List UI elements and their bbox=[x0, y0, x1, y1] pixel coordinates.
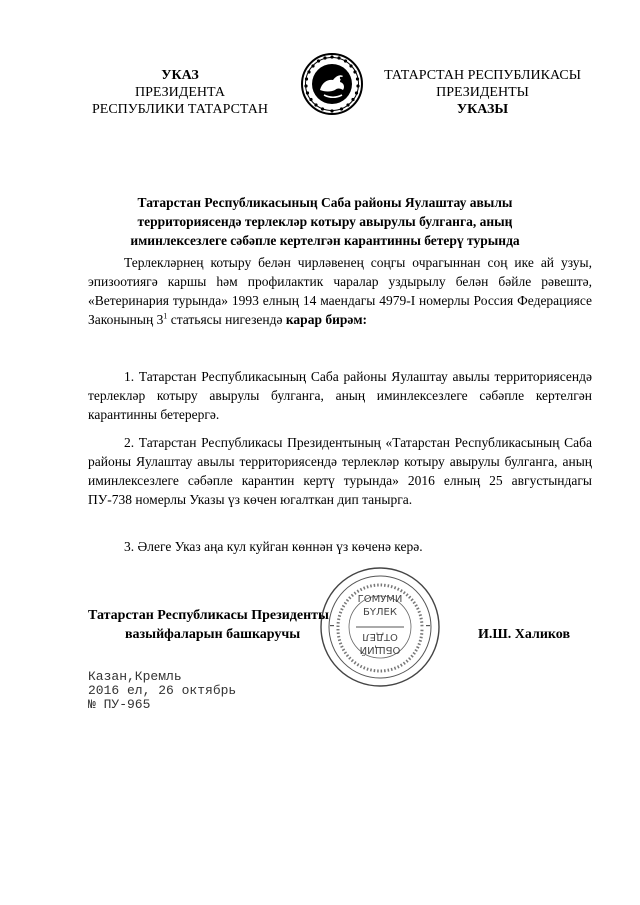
signature-position-line1: Татарстан Республикасы Президенты bbox=[88, 608, 329, 623]
preamble-text-after: статьясы нигезендә bbox=[167, 312, 286, 327]
preamble bbox=[88, 253, 592, 329]
header-right-line2: ПРЕЗИДЕНТЫ bbox=[436, 85, 529, 100]
item-1-text: 1. Татарстан Республикасының Саба районы Яулаштау авылы территориясендә терлекләр котыру авырулы булганга, аның иминлексезлеге сәбәпле кертелгән карантинны бетерергә. bbox=[88, 369, 592, 422]
header-left-line1: УКАЗ bbox=[161, 68, 199, 83]
registration-number: № ПУ-965 bbox=[88, 697, 151, 712]
stamp-line2: БҮЛЕК bbox=[363, 607, 397, 618]
preamble-decision: карар бирәм: bbox=[285, 312, 368, 327]
header-left bbox=[70, 67, 290, 118]
round-stamp bbox=[318, 565, 442, 689]
header-left-line3: РЕСПУБЛИКИ ТАТАРСТАН bbox=[91, 102, 268, 117]
header-left-line2: ПРЕЗИДЕНТА bbox=[135, 85, 225, 100]
header-right-line3: УКАЗЫ bbox=[456, 102, 509, 117]
document-title: Татарстан Республикасының Саба районы Яулаштау авылы территориясендә терлекләр котыру авырулы булганга, аның иминлексезлеге сәбәпле кертелгән карантинны бетерү турында bbox=[130, 195, 520, 248]
item-1 bbox=[88, 367, 592, 424]
preamble-superscript: 1 bbox=[163, 311, 168, 321]
signature-position bbox=[88, 606, 329, 644]
item-3-text: 3. Әлеге Указ аңа кул куйган көннән үз көченә керә. bbox=[124, 539, 423, 554]
registration-date: 2016 ел, 26 октябрь bbox=[88, 683, 237, 698]
signature-position-line2: вазыйфаларын башкаручы bbox=[125, 627, 301, 642]
tatarstan-coat-of-arms-icon bbox=[300, 52, 364, 116]
signature-name: И.Ш. Халиков bbox=[478, 627, 571, 642]
item-2-text: 2. Татарстан Республикасы Президентының «Татарстан Республикасының Саба районы Яулаштау авылы территориясендә терлекләр котыру авырулы булганга, аның иминлексезлеге сәбәпле карантин кертү турында» 2016 елның 25 августындагы ПУ-738 номерлы Указы үз көчен югалткан дип танырга. bbox=[88, 435, 592, 507]
stamp-line4: ОБЩИЙ bbox=[359, 644, 401, 655]
stamp-line3: ОТДЕЛ bbox=[362, 631, 398, 642]
registration-place: Казан,Кремль bbox=[88, 669, 182, 684]
item-2 bbox=[88, 433, 592, 509]
header-right-line1: ТАТАРСТАН РЕСПУБЛИКАСЫ bbox=[384, 68, 581, 83]
item-3 bbox=[88, 537, 592, 556]
registration-block bbox=[88, 670, 236, 712]
header-right bbox=[365, 67, 600, 118]
preamble-text: Терлекләрнең котыру белән чирләвенең соңгы очрагыннан соң ике ай узуы, эпизоотиягә каршы һәм профилактик чаралар уздырылу белән бәйле рәвештә, «Ветеринария турында» 1993 елның 14 маендагы 4979-I номерлы Россия Федерациясе Законының 3 bbox=[88, 255, 592, 327]
stamp-line1: ГОМУМИ bbox=[357, 594, 403, 605]
